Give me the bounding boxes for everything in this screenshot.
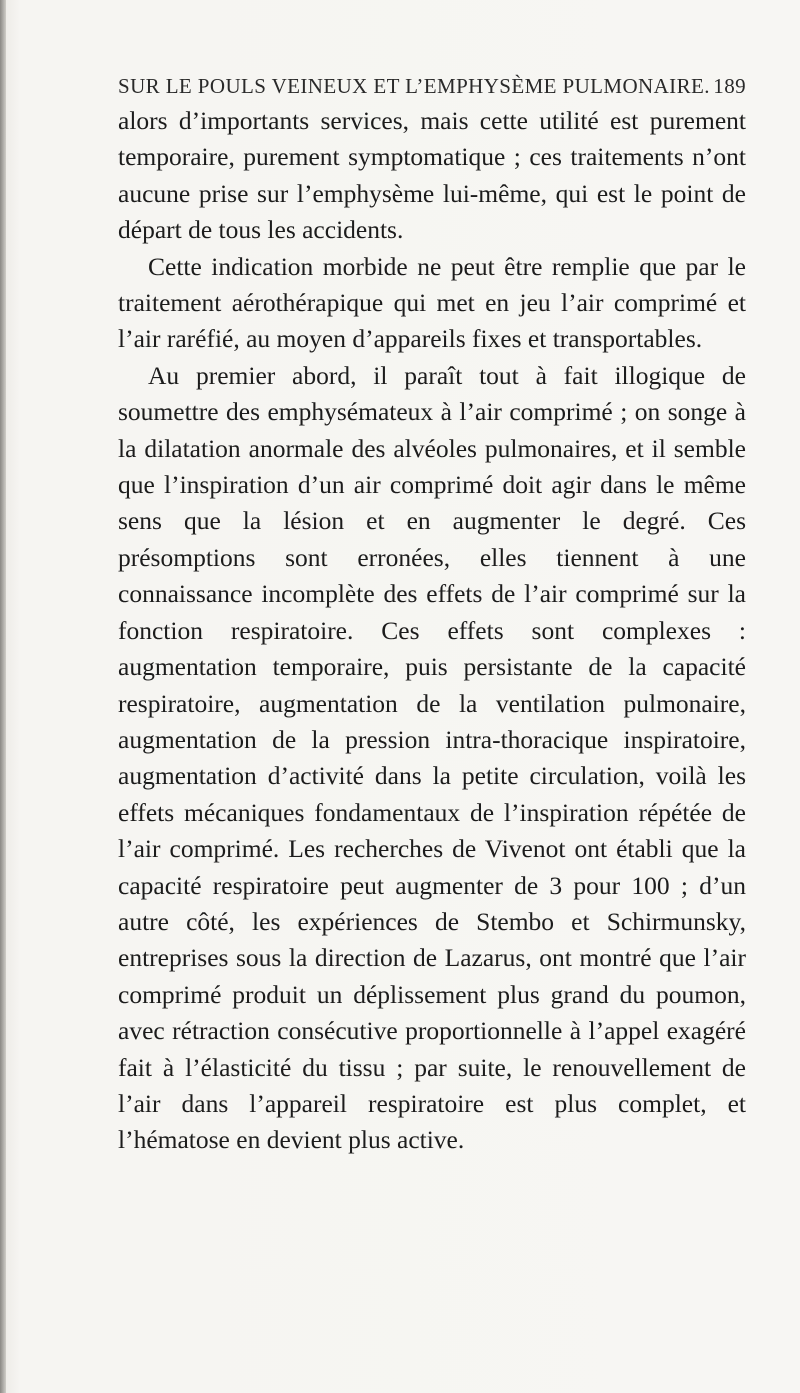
paragraph-continued: alors d’importants services, mais cette utilité est purement temporaire, purement symptomatique ; ces traitements n’ont aucune prise sur l’emphysème lui-même, qui est le point de départ de tous les accidents. bbox=[118, 106, 746, 245]
running-head bbox=[118, 74, 746, 99]
paragraph: Cette indication morbide ne peut être remplie que par le traitement aérothérapique qui met en jeu l’air comprimé et l’air raréfié, au moyen d’appareils fixes et transportables. bbox=[118, 251, 746, 354]
page-number: 189 bbox=[713, 74, 746, 98]
body-text bbox=[118, 103, 746, 1159]
running-head-title: SUR LE POULS VEINEUX ET L’EMPHYSÈME PULMONAIRE. bbox=[118, 74, 710, 98]
page-binding-edge bbox=[0, 0, 6, 1393]
paragraph: Au premier abord, il paraît tout à fait illogique de soumettre des emphysémateux à l’air comprimé ; on songe à la dilatation anormale des alvéoles pulmonaires, et il semble que l’inspiration d’un air comprimé doit agir dans le même sens que la lésion et en augmenter le degré. Ces présomptions sont erronées, elles tiennent à une connaissance incomplète des effets de l’air comprimé sur la fonction respiratoire. Ces effets sont complexes : augmentation temporaire, puis persistante de la capacité respiratoire, augmentation de la ventilation pulmonaire, augmentation de la pression intra-thoracique inspiratoire, augmentation d’activité dans la petite circulation, voilà les effets mécaniques fondamentaux de l’inspiration répétée de l’air comprimé. Les recherches de Vivenot ont établi que la capacité respiratoire peut augmenter de 3 pour 100 ; d’un autre côté, les expériences de Stembo et Schirmunsky, entreprises sous la direction de Lazarus, ont montré que l’air comprimé produit un déplissement plus grand du poumon, avec rétraction consécutive proportionnelle à l’appel exagéré fait à l’élasticité du tissu ; par suite, le renouvellement de l’air dans l’appareil respiratoire est plus complet, et l’hématose en devient plus active. bbox=[118, 360, 746, 1155]
